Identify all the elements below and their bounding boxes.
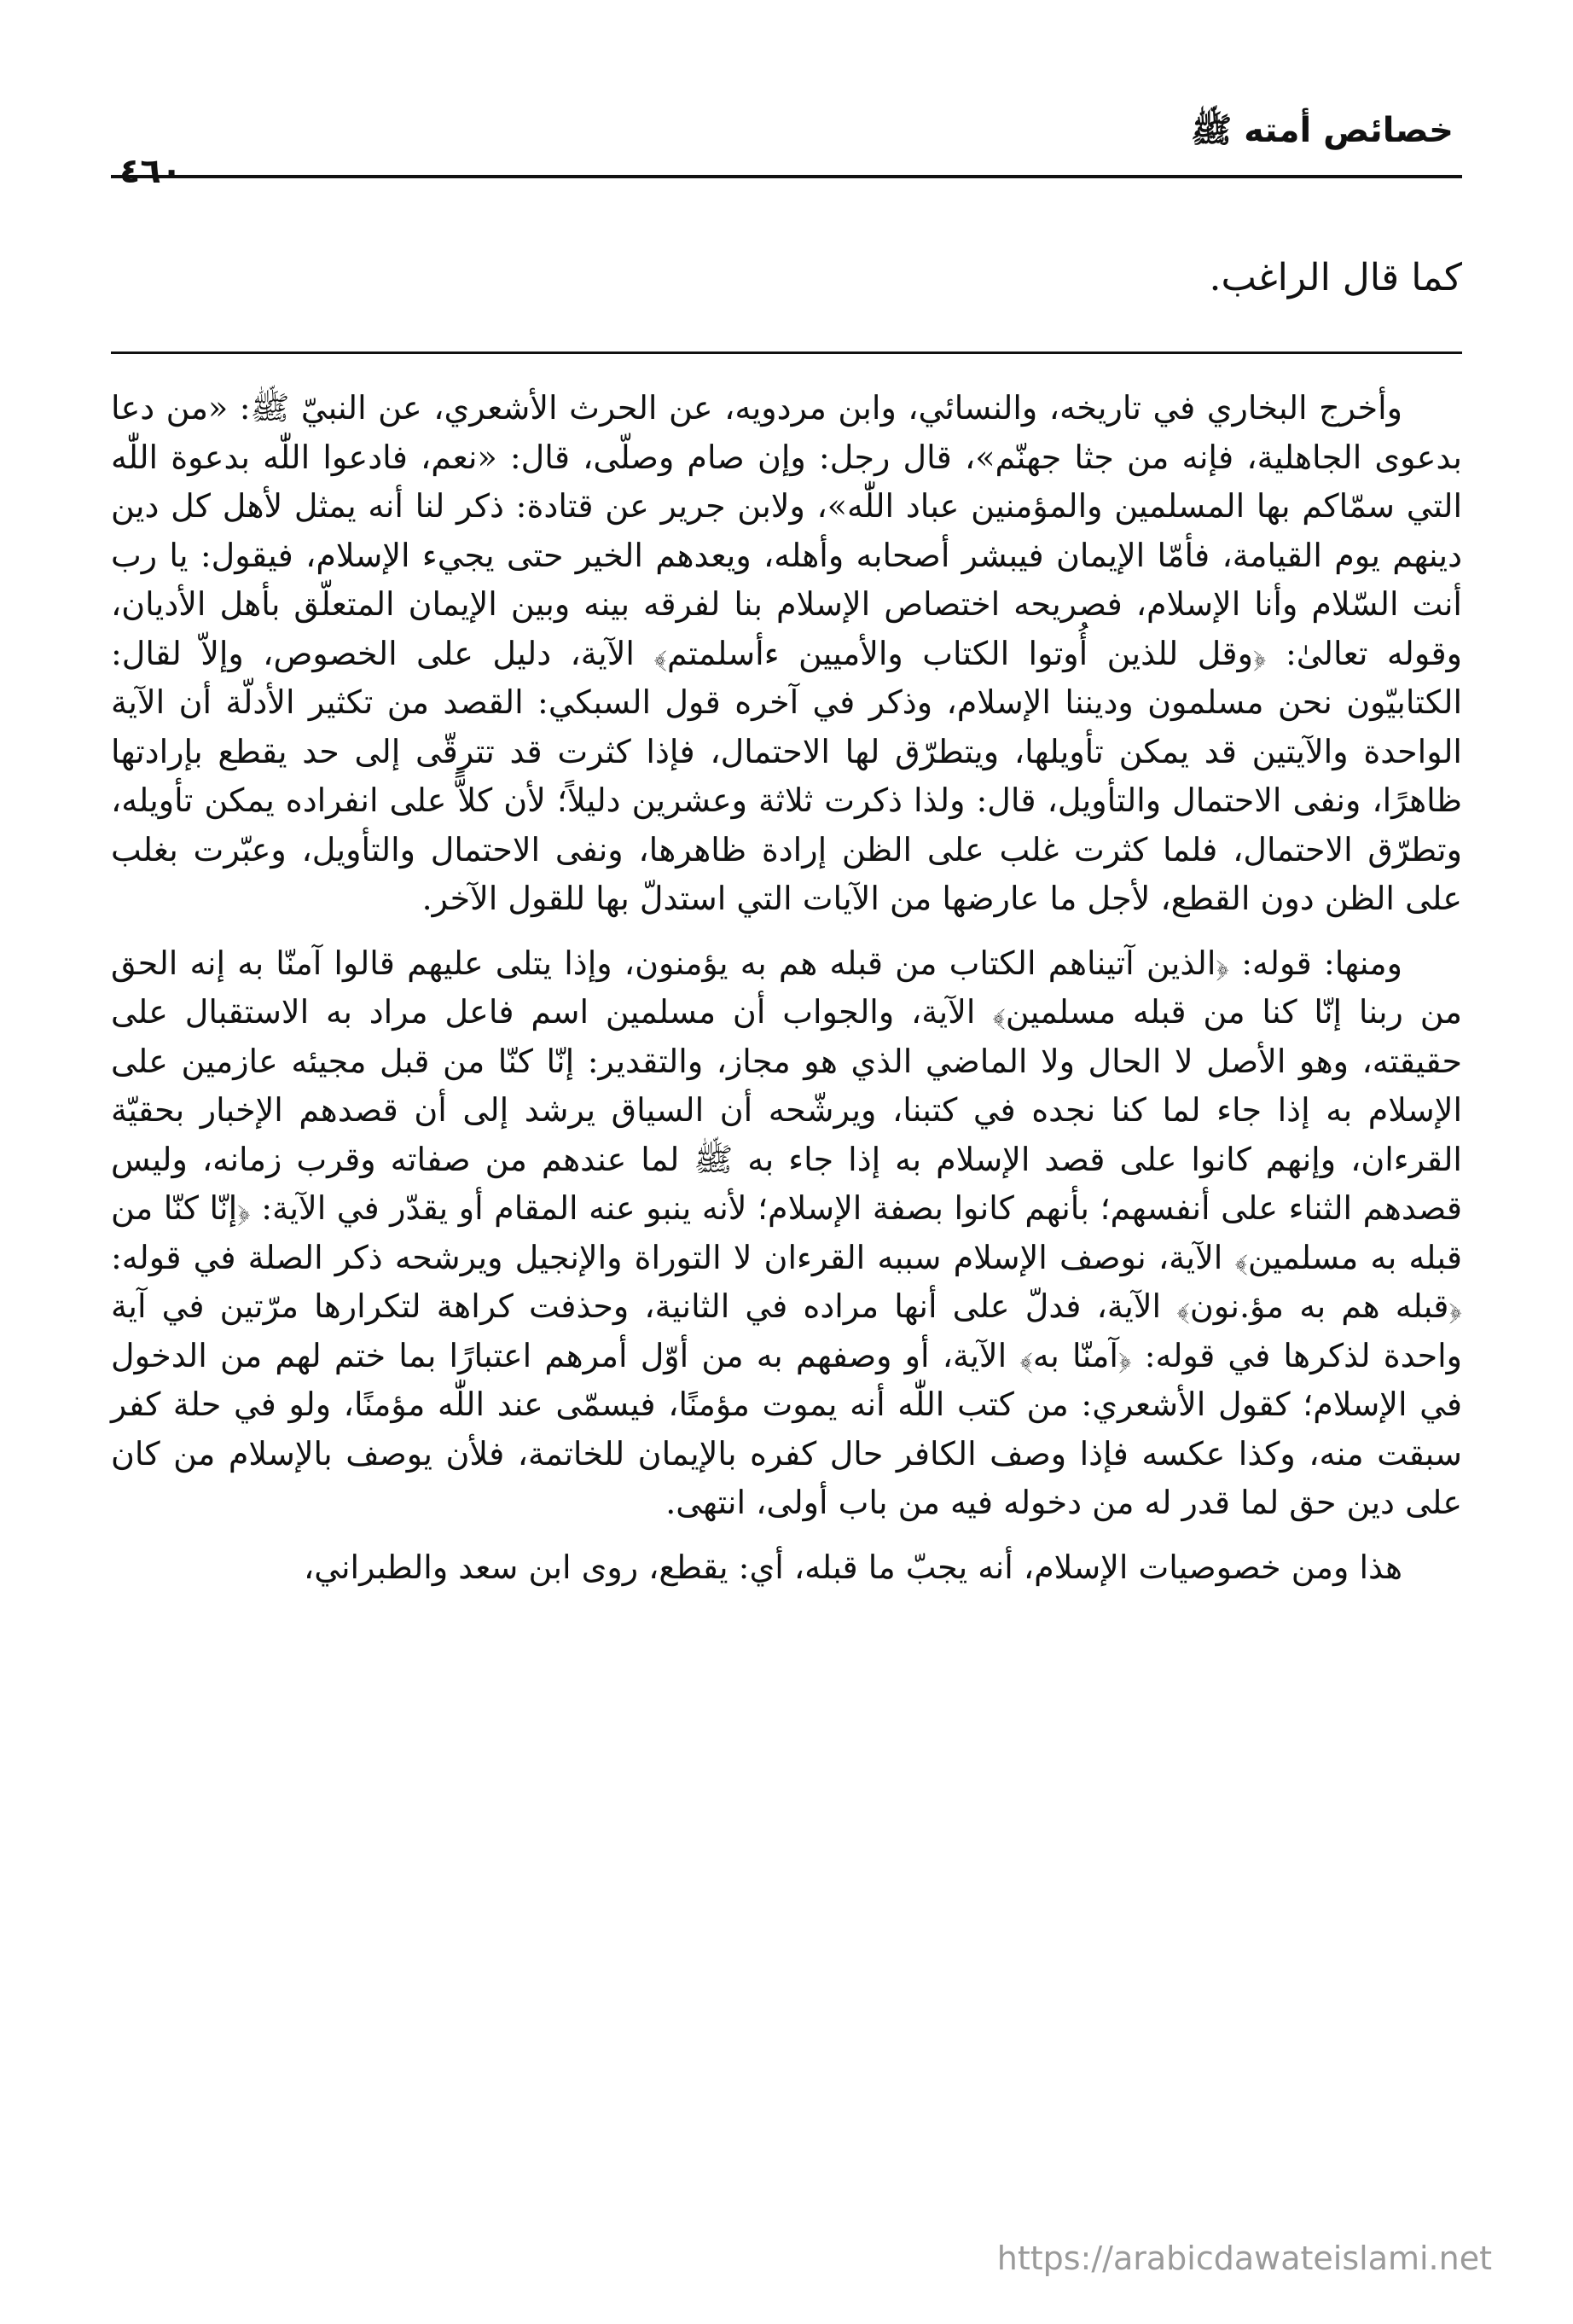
separator-rule bbox=[111, 352, 1462, 354]
intro-line: كما قال الراغب. bbox=[1209, 256, 1462, 299]
page-number: ٤٦٠ bbox=[119, 152, 183, 191]
header-rule bbox=[111, 175, 1462, 178]
paragraph-1: وأخرج البخاري في تاريخه، والنسائي، وابن مردويه، عن الحرث الأشعري، عن النبيّ ﷺ: «من دعا بدعوى الجاهلية، فإنه من جثا جهنّم»، قال رجل: وإن صام وصلّى، قال: «نعم، فادعوا اللّٰه بدعوة اللّٰه التي سمّاكم بها المسلمين والمؤمنين عباد اللّٰه»، ولابن جرير عن قتادة: ذكر لنا أنه يمثل لأهل كل دين دينهم يوم القيامة، فأمّا الإيمان فيبشر أصحابه وأهله، ويعدهم الخير حتى يجيء الإسلام، فيقول: يا رب أنت السّلام وأنا الإسلام، فصريحه اختصاص الإسلام بنا لفرقه بينه وبين الإيمان المتعلّق بأهل الأديان، وقوله تعالىٰ: ﴿وقل للذين أُوتوا الكتاب والأميين ءأسلمتم﴾ الآية، دليل على الخصوص، وإلاّ لقال: الكتابيّون نحن مسلمون وديننا الإسلام، وذكر في آخره قول السبكي: القصد من تكثير الأدلّة أن الآية الواحدة والآيتين قد يمكن تأويلها، ويتطرّق لها الاحتمال، فإذا كثرت قد تترقّى إلى حد يقطع بإرادتها ظاهرًا، ونفى الاحتمال والتأويل، قال: ولذا ذكرت ثلاثة وعشرين دليلاً؛ لأن كلاًّ على انفراده يمكن تأويله، وتطرّق الاحتمال، فلما كثرت غلب على الظن إرادة ظاهرها، ونفى الاحتمال والتأويل، وعبّرت بغلب على الظن دون القطع، لأجل ما عارضها من الآيات التي استدلّ بها للقول الآخر. bbox=[111, 389, 1463, 917]
body-text bbox=[111, 384, 1462, 1607]
paragraph-3: هذا ومن خصوصيات الإسلام، أنه يجبّ ما قبله، أي: يقطع، روى ابن سعد والطبراني، bbox=[304, 1548, 1402, 1586]
paragraph-2: ومنها: قوله: ﴿الذين آتيناهم الكتاب من قبله هم به يؤمنون، وإذا يتلى عليهم قالوا آمنّا به إنه الحق من ربنا إنّا كنا من قبله مسلمين﴾ الآية، والجواب أن مسلمين اسم فاعل مراد به الاستقبال على حقيقته، وهو الأصل لا الحال ولا الماضي الذي هو مجاز، والتقدير: إنّا كنّا من قبل مجيئه عازمين على الإسلام به إذا جاء لما كنا نجده في كتبنا، ويرشّحه أن السياق يرشد إلى أن قصدهم الإخبار بحقيّة القرءان، وإنهم كانوا على قصد الإسلام به إذا جاء به ﷺ لما عندهم من صفاته وقرب زمانه، وليس قصدهم الثناء على أنفسهم؛ بأنهم كانوا بصفة الإسلام؛ لأنه ينبو عنه المقام أو يقدّر في الآية: ﴿إنّا كنّا من قبله به مسلمين﴾ الآية، نوصف الإسلام سببه القرءان لا التوراة والإنجيل ويرشحه ذكر الصلة في قوله: ﴿قبله هم به مؤ.نون﴾ الآية، فدلّ على أنها مراده في الثانية، وحذفت كراهة لتكرارها مرّتين في آية واحدة لذكرها في قوله: ﴿آمنّا به﴾ الآية، أو وصفهم به من أوّل أمرهم اعتبارًا بما ختم لهم من الدخول في الإسلام؛ كقول الأشعري: من كتب اللّٰه أنه يموت مؤمنًا، فيسمّى عند اللّٰه مؤمنًا، ولو في حلة كفر سبقت منه، وكذا عكسه فإذا وصف الكافر حال كفره بالإيمان للخاتمة، فلأن يوصف بالإسلام من كان على دين حق لما قدر له من دخوله فيه من باب أولى، انتهى. bbox=[111, 944, 1462, 1521]
running-title: خصائص أمته ﷺ bbox=[1190, 111, 1454, 150]
watermark-url: https://arabicdawateislami.net bbox=[996, 2240, 1492, 2277]
page-header bbox=[111, 102, 1462, 191]
